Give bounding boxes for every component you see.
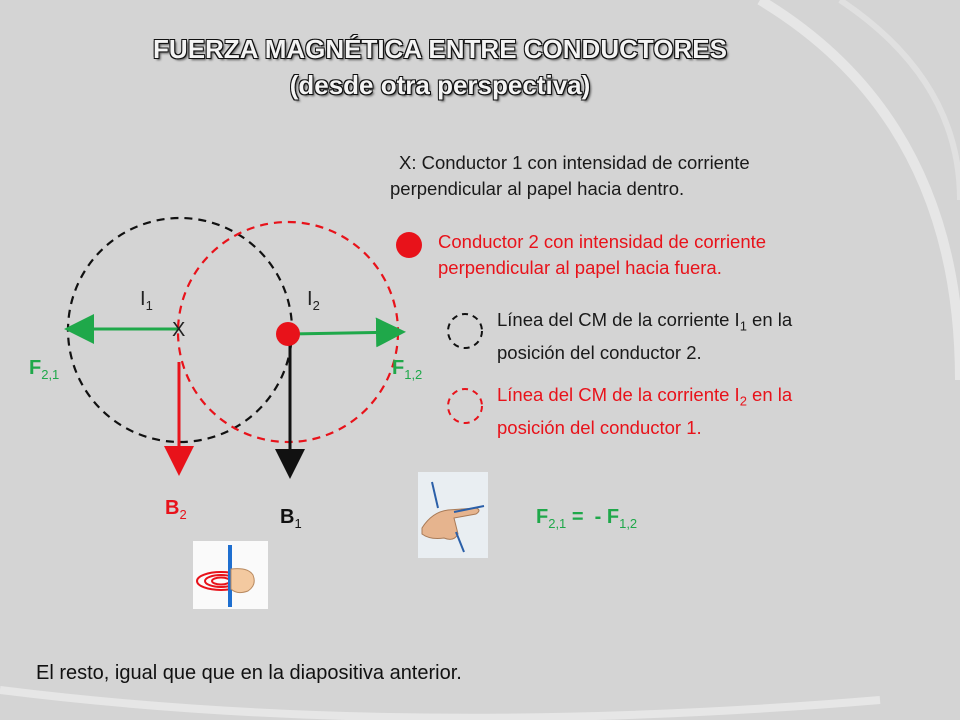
legend-cm2: Línea del CM de la corriente $I_2$ en la posición del conductor 1. — [497, 384, 793, 438]
legend-conductor2: Conductor 2 con intensidad de corriente perpendicular al papel hacia fuera. — [438, 231, 767, 278]
conductor2-dot — [276, 322, 300, 346]
footer-note: El resto, igual que que en la diapositiva anterior. — [36, 662, 462, 684]
force-equation: $F_{2,1}$ = - $F_{1,2}$ — [536, 506, 638, 531]
slide-subtitle: (desde otra perspectiva) — [289, 70, 591, 100]
label-b2: $B_2$ — [165, 497, 187, 522]
label-f21: $F_{2,1}$ — [29, 357, 60, 382]
conductor1-x-mark: X — [172, 319, 186, 341]
force-hand-image — [418, 472, 488, 558]
label-b1: $B_1$ — [280, 506, 302, 531]
force-f12-arrow — [290, 332, 400, 334]
legend-conductor1: X: Conductor 1 con intensidad de corriente perpendicular al papel hacia dentro. — [390, 152, 750, 199]
label-f12: $F_{1,2}$ — [392, 357, 423, 382]
label-i2: $I_2$ — [307, 288, 320, 313]
label-i1: $I_1$ — [140, 288, 153, 313]
legend-cm1: Línea del CM de la corriente $I_1$ en la posición del conductor 2. — [497, 309, 793, 363]
slide-title: FUERZA MAGNÉTICA ENTRE CONDUCTORES — [153, 34, 727, 64]
right-hand-rule-image — [193, 541, 268, 609]
